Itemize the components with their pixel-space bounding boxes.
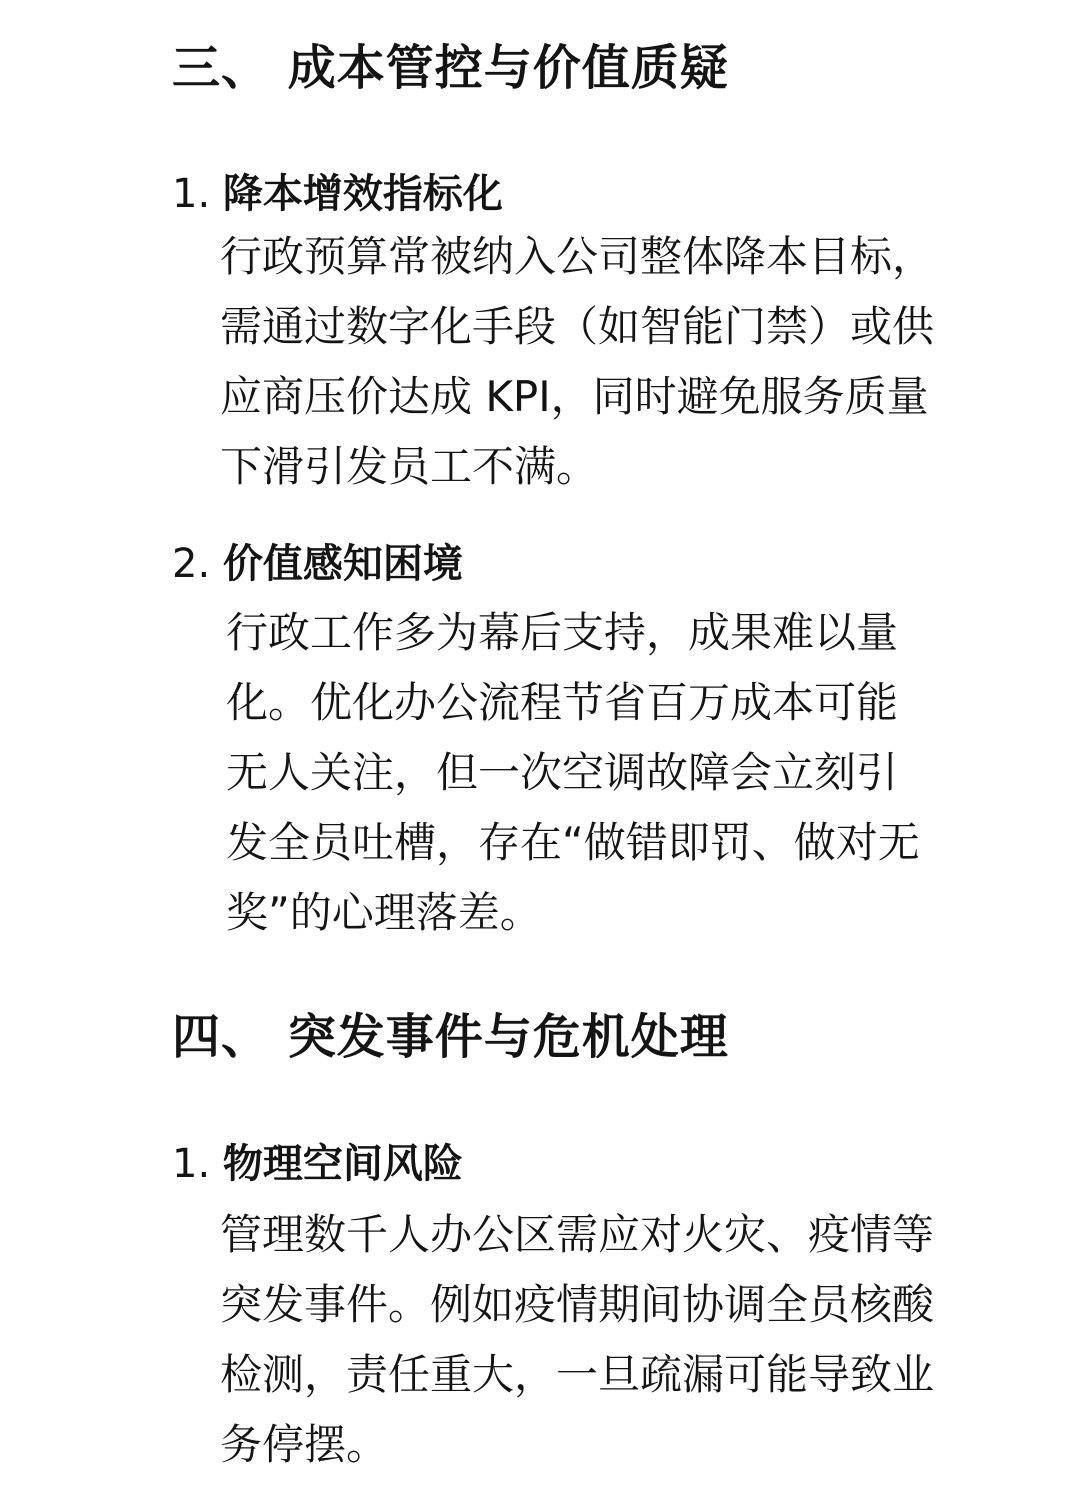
body-line: 无人关注，但一次空调故障会立刻引 xyxy=(226,748,899,797)
section-heading-4: 四、 突发事件与危机处理 xyxy=(172,1009,729,1065)
item-title-text: 物理空间风险 xyxy=(222,1141,463,1187)
body-line: 奖”的心理落差。 xyxy=(226,888,542,937)
item-body-3-1 xyxy=(220,222,934,502)
body-line: 发全员吐槽，存在“做错即罚、做对无 xyxy=(226,818,920,867)
body-line: 应商压价达成 KPI，同时避免服务质量 xyxy=(220,372,929,421)
item-title-4-1 xyxy=(172,1138,463,1190)
body-line: 需通过数字化手段（如智能门禁）或供 xyxy=(220,302,935,351)
item-title-text: 降本增效指标化 xyxy=(222,171,503,217)
item-number: 1. xyxy=(172,171,211,217)
body-line: 检测，责任重大，一旦疏漏可能导致业 xyxy=(220,1350,935,1399)
item-title-text: 价值感知困境 xyxy=(222,541,463,587)
item-body-3-2 xyxy=(226,598,920,948)
body-line: 下滑引发员工不满。 xyxy=(220,442,599,491)
body-line: 突发事件。例如疫情期间协调全员核酸 xyxy=(220,1280,935,1329)
item-number: 1. xyxy=(172,1141,211,1187)
body-line: 管理数千人办公区需应对火灾、疫情等 xyxy=(220,1210,935,1259)
body-line: 行政预算常被纳入公司整体降本目标， xyxy=(220,232,935,281)
section-heading-3: 三、 成本管控与价值质疑 xyxy=(172,40,729,96)
body-line: 行政工作多为幕后支持，成果难以量 xyxy=(226,608,899,657)
item-title-3-1 xyxy=(172,168,503,220)
body-line: 化。优化办公流程节省百万成本可能 xyxy=(226,678,899,727)
body-line: 务停摆。 xyxy=(220,1420,389,1469)
item-body-4-1 xyxy=(220,1200,934,1480)
item-title-3-2 xyxy=(172,538,463,590)
item-number: 2. xyxy=(172,541,211,587)
